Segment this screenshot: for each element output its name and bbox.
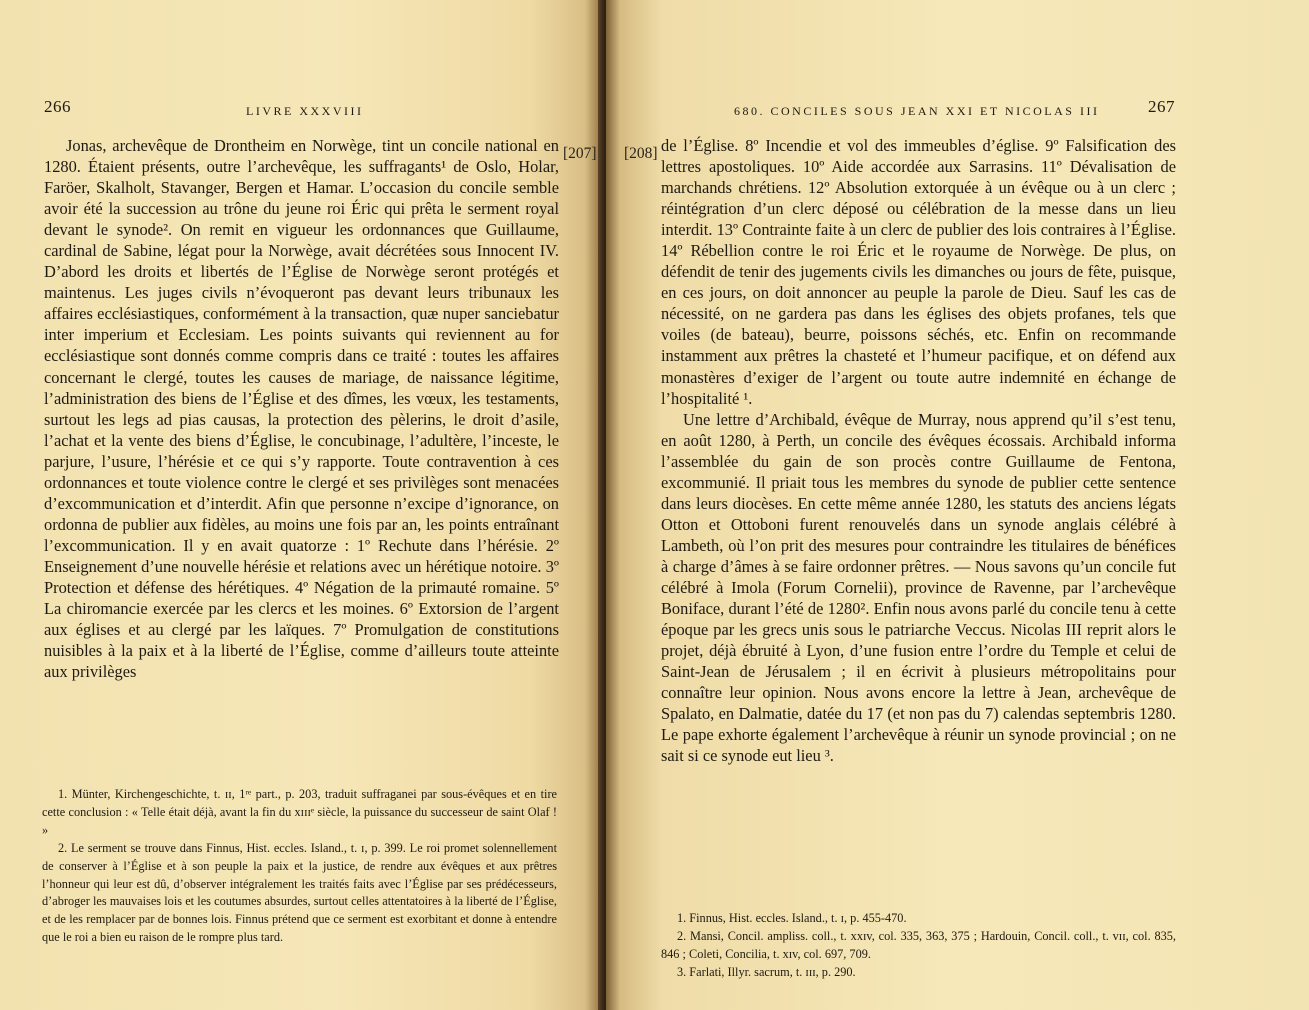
- right-paragraph-2: Une lettre d’Archibald, évêque de Murray, nous apprend qu’il s’est tenu, en août 1280, à Perth, un concile des évêques écossais. Archibald informa l’assemblée du gain de son procès contre Guillaume de Fentona, excommunié. Il priait tous les membres du synode de publier cette sentence dans leurs diocèses. En cette même année 1280, les statuts des anciens légats Otton et Ottoboni furent renouvelés dans un synode anglais célébré à Lambeth, où l’on prit des mesures pour contraindre les titulaires de bénéfices à charge d’âmes à se faire ordonner prêtres. — Nous savons qu’un concile fut célébré à Imola (Forum Cornelii), province de Ravenne, par l’archevêque Boniface, durant l’été de 1280². Enfin nous avons parlé du concile tenu à cette époque par les grecs unis sous le patriarche Veccus. Nicolas III reprit alors le projet, déjà ébruité à Lyon, d’une fusion entre l’ordre du Temple et celui de Saint-Jean de Jérusalem ; il en écrivit à plusieurs métropolitains pour connaître leur opinion. Nous avons encore la lettre à Jean, archevêque de Spalato, en Dalmatie, datée du 17 (et non pas du 7) calendas septembris 1280. Le pape exhorte également l’archevêque à réunir un synode provincial ; on ne sait si ce synode eut lieu ³.: [661, 409, 1176, 766]
- footnote-r1: 1. Finnus, Hist. eccles. Island., t. ɪ, p. 455-470.: [677, 911, 907, 925]
- footnote-1: 1. Münter, Kirchengeschichte, t. ɪɪ, 1ʳᵉ part., p. 203, traduit suffraganei par sous-évêques et en tire cette conclusion : « Telle était déjà, avant la fin du xɪɪɪᵉ siècle, la puissance du successeur de saint Olaf ! »: [42, 787, 557, 837]
- footnote-r3: 3. Farlati, Illyr. sacrum, t. ɪɪɪ, p. 290.: [677, 964, 856, 979]
- right-footnotes: [661, 910, 1176, 982]
- right-page-number: 267: [1148, 97, 1175, 116]
- left-paragraph-1: Jonas, archevêque de Drontheim en Norwège, tint un concile national en 1280. Étaient présents, outre l’archevêque, les suffragants¹ de Oslo, Holar, Faröer, Skalholt, Stavanger, Bergen et Hamar. L’occasion du concile semble avoir été la succession au trône du jeune roi Éric qui prêta le serment royal devant le synode². On remit en vigueur les ordonnances que Guillaume, cardinal de Sabine, légat pour la Norwège, avait décrétées sous Innocent IV. D’abord les droits et libertés de l’Église de Norwège seront protégés et maintenus. Les juges civils n’évoqueront pas devant leurs tribunaux les affaires ecclésiastiques, conformément à la transaction, quæ nuper sanciebatur inter imperium et Ecclesiam. Les points suivants qui reviennent au for ecclésiastique sont donnés comme compris dans ce traité : toutes les affaires concernant le clergé, toutes les causes de mariage, de naissance légitime, l’administration des biens de l’Église et des dîmes, les vœux, les testaments, surtout les legs ad pias causas, la protection des pèlerins, le droit d’asile, l’achat et la vente des biens d’Église, le concubinage, l’adultère, l’inceste, le parjure, l’usure, l’hérésie et ce qui s’y rapporte. Toute contravention à ces ordonnances et toute violence contre le clergé et ses privilèges sont menacées d’excommunication et d’interdit. Afin que personne n’excipe d’ignorance, on ordonna de publier aux fidèles, au moins une fois par an, les points entraînant l’excommunication. Il y en avait quatorze : 1º Rechute dans l’hérésie. 2º Enseignement d’une nouvelle hérésie et relations avec un hérétique notoire. 3º Protection et défense des hérétiques. 4º Négation de la primauté romaine. 5º La chiromancie exercée par les clercs et les moines. 6º Extorsion de l’argent aux églises et au clergé par les laïques. 7º Promulgation de constitutions nuisibles à la paix et à la liberté de l’Église, comme d’ailleurs toute atteinte aux privilèges: [44, 136, 559, 682]
- footnote-r2: 2. Mansi, Concil. ampliss. coll., t. xxɪv, col. 335, 363, 375 ; Hardouin, Concil. coll., t. vɪɪ, col. 835, 846 ; Coleti, Concilia, t. xɪv, col. 697, 709.: [661, 928, 1176, 961]
- left-footnotes: [42, 786, 557, 947]
- footnote-2: 2. Le serment se trouve dans Finnus, Hist. eccles. Island., t. ɪ, p. 399. Le roi promet solennellement de conserver à l’Église et à son peuple la paix et la justice, de rendre aux évêques et aux prêtres l’honneur qui leur est dû, d’observer intégralement les traités faits avec l’Église par ses prédécesseurs, d’abroger les mauvaises lois et les coutumes absurdes, surtout celles attentatoires à la liberté de l’Église, et de les remplacer par de bonnes lois. Finnus prétend que ce serment est exorbitant et donne à entendre que le roi a bien eu raison de le rompre plus tard.: [42, 840, 557, 945]
- left-page-number: 266: [44, 97, 71, 116]
- right-running-head: 680. CONCILES SOUS JEAN XXI ET NICOLAS III: [734, 104, 1100, 118]
- right-paragraph-1: de l’Église. 8º Incendie et vol des immeubles d’église. 9º Falsification des lettres apostoliques. 10º Aide accordée aux Sarrasins. 11º Dévalisation de marchands chrétiens. 12º Absolution extorquée à un évêque ou à un clerc ; réintégration d’un clerc déposé ou célébration de la messe dans un lieu interdit. 13º Contrainte faite à un clerc de publier des lois contraires à l’Église. 14º Rébellion contre le roi Éric et le royaume de Norwège. De plus, on défendit de tenir des jugements civils les dimanches ou jours de fête, puisque, en ces jours, on doit annoncer au peuple la parole de Dieu. Sauf les cas de nécessité, on ne gardera pas dans les églises des objets profanes, tels que voiles (de bateau), beurre, poissons séchés, etc. Enfin on recommande instamment aux prêtres la chasteté et l’humeur pacifique, et on défend aux monastères d’exiger de l’argent ou toute autre indemnité en échange de l’hospitalité ¹.: [661, 136, 1176, 408]
- margin-number-208: [208]: [624, 145, 658, 162]
- right-body-text: [661, 135, 1176, 766]
- margin-number-207: [207]: [563, 145, 597, 162]
- left-running-head: LIVRE XXXVIII: [246, 104, 364, 118]
- left-body-text: [44, 135, 559, 682]
- right-page: [606, 0, 1309, 1010]
- left-page: [0, 0, 603, 1010]
